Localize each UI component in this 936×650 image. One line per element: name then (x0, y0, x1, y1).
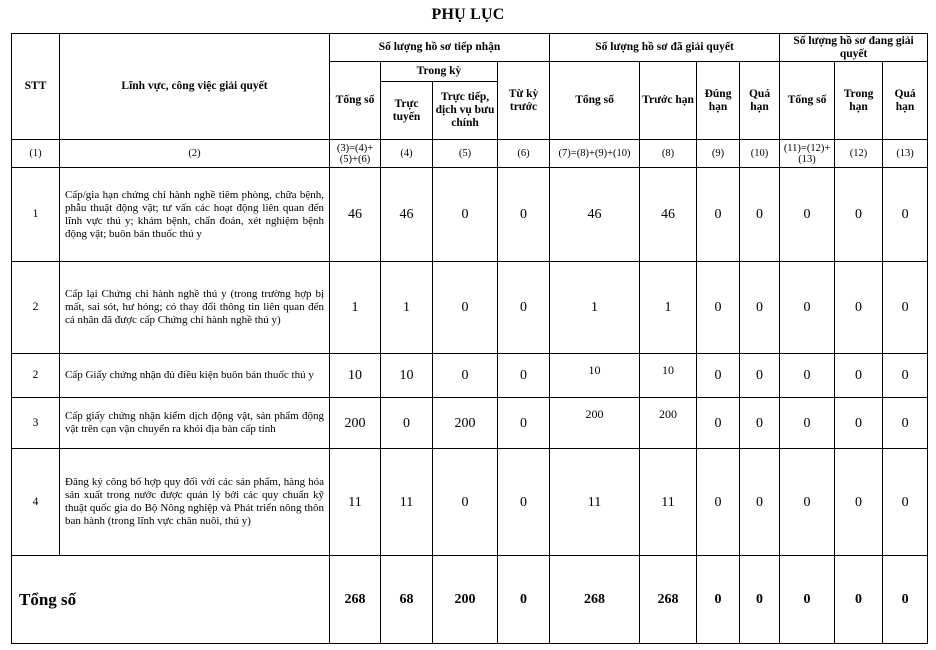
column-index-row (12, 140, 928, 168)
value-cell: 11 (550, 449, 640, 556)
row-description: Cấp lại Chứng chỉ hành nghề thú y (trong trường hợp bị mất, sai sót, hư hỏng; có thay đổi thông tin liên quan đến cá nhân đã được cấp Chứng chỉ hành nghề thú y) (60, 262, 330, 354)
value-cell: 10 (330, 354, 381, 398)
index-cell: (2) (60, 140, 330, 168)
table-row (12, 398, 928, 449)
value-cell: 46 (550, 168, 640, 262)
value-cell: 0 (740, 398, 780, 449)
value-cell: 0 (740, 262, 780, 354)
header-received-group: Số lượng hồ sơ tiếp nhận (330, 34, 550, 62)
index-cell: (8) (640, 140, 697, 168)
row-stt: 3 (12, 398, 60, 449)
index-cell: (1) (12, 140, 60, 168)
value-cell: 0 (780, 398, 835, 449)
row-description: Cấp giấy chứng nhận kiểm dịch động vật, sản phẩm động vật trên cạn vận chuyển ra khỏi địa bàn cấp tỉnh (60, 398, 330, 449)
value-cell: 1 (330, 262, 381, 354)
header-online: Trực tuyến (381, 82, 433, 140)
value-cell: 0 (780, 168, 835, 262)
value-cell: 0 (433, 168, 498, 262)
total-value-cell: 68 (381, 556, 433, 644)
row-stt: 2 (12, 354, 60, 398)
value-cell: 0 (697, 354, 740, 398)
index-cell: (13) (883, 140, 928, 168)
value-cell: 0 (740, 168, 780, 262)
value-cell: 0 (835, 398, 883, 449)
appendix-table (11, 33, 928, 644)
value-cell: 0 (498, 262, 550, 354)
index-cell: (7)=(8)+(9)+(10) (550, 140, 640, 168)
value-cell: 46 (330, 168, 381, 262)
value-cell: 0 (835, 262, 883, 354)
index-cell: (4) (381, 140, 433, 168)
value-cell: 0 (835, 354, 883, 398)
index-cell: (3)=(4)+(5)+(6) (330, 140, 381, 168)
table-row (12, 168, 928, 262)
value-cell: 0 (433, 449, 498, 556)
value-cell: 46 (381, 168, 433, 262)
total-value-cell: 0 (780, 556, 835, 644)
total-label: Tổng số (12, 556, 330, 644)
value-cell: 0 (883, 262, 928, 354)
value-cell: 200 (550, 398, 640, 449)
value-cell: 0 (697, 168, 740, 262)
value-cell: 11 (381, 449, 433, 556)
row-description: Đăng ký công bố hợp quy đối với các sản phẩm, hàng hóa sản xuất trong nước được quản lý bởi các quy chuẩn kỹ thuật quốc gia do Bộ Nông nghiệp và Phát triển nông thôn ban hành (trong lĩnh vực chăn nuôi, thú y) (60, 449, 330, 556)
header-in-period: Trong kỳ (381, 62, 498, 82)
header-before-deadline: Trước hạn (640, 62, 697, 140)
table-row (12, 354, 928, 398)
value-cell: 0 (498, 354, 550, 398)
value-cell: 200 (640, 398, 697, 449)
value-cell: 0 (883, 168, 928, 262)
document-title: PHỤ LỤC (431, 6, 505, 23)
total-value-cell: 0 (498, 556, 550, 644)
header-prev-period: Từ kỳ trước (498, 62, 550, 140)
value-cell: 0 (835, 168, 883, 262)
value-cell: 1 (381, 262, 433, 354)
row-stt: 1 (12, 168, 60, 262)
index-cell: (5) (433, 140, 498, 168)
value-cell: 0 (780, 354, 835, 398)
table-row (12, 449, 928, 556)
total-value-cell: 200 (433, 556, 498, 644)
total-value-cell: 0 (740, 556, 780, 644)
value-cell: 0 (740, 449, 780, 556)
value-cell: 0 (498, 398, 550, 449)
header-pending-total: Tổng số (780, 62, 835, 140)
value-cell: 1 (640, 262, 697, 354)
row-description: Cấp Giấy chứng nhận đủ điều kiện buôn bán thuốc thú y (60, 354, 330, 398)
value-cell: 0 (433, 262, 498, 354)
value-cell: 0 (498, 168, 550, 262)
header-overdue: Quá hạn (740, 62, 780, 140)
value-cell: 0 (433, 354, 498, 398)
index-cell: (6) (498, 140, 550, 168)
value-cell: 11 (330, 449, 381, 556)
header-pending-overdue: Quá hạn (883, 62, 928, 140)
value-cell: 0 (697, 262, 740, 354)
index-cell: (12) (835, 140, 883, 168)
value-cell: 0 (780, 449, 835, 556)
header-row-1 (12, 34, 928, 62)
total-value-cell: 268 (550, 556, 640, 644)
header-received-total: Tổng số (330, 62, 381, 140)
value-cell: 46 (640, 168, 697, 262)
value-cell: 0 (697, 449, 740, 556)
value-cell: 0 (883, 398, 928, 449)
value-cell: 1 (550, 262, 640, 354)
total-row (12, 556, 928, 644)
value-cell: 200 (433, 398, 498, 449)
total-value-cell: 0 (835, 556, 883, 644)
row-stt: 4 (12, 449, 60, 556)
header-on-time: Đúng hạn (697, 62, 740, 140)
index-cell: (9) (697, 140, 740, 168)
value-cell: 0 (740, 354, 780, 398)
value-cell: 10 (550, 354, 640, 398)
total-value-cell: 268 (640, 556, 697, 644)
total-value-cell: 268 (330, 556, 381, 644)
value-cell: 11 (640, 449, 697, 556)
total-value-cell: 0 (883, 556, 928, 644)
value-cell: 0 (498, 449, 550, 556)
header-stt: STT (12, 34, 60, 140)
header-direct: Trực tiếp, dịch vụ bưu chính (433, 82, 498, 140)
value-cell: 200 (330, 398, 381, 449)
value-cell: 0 (381, 398, 433, 449)
header-pending-group: Số lượng hồ sơ đang giải quyết (780, 34, 928, 62)
value-cell: 10 (640, 354, 697, 398)
index-cell: (11)=(12)+(13) (780, 140, 835, 168)
value-cell: 0 (697, 398, 740, 449)
header-resolved-group: Số lượng hồ sơ đã giải quyết (550, 34, 780, 62)
index-cell: (10) (740, 140, 780, 168)
value-cell: 10 (381, 354, 433, 398)
row-stt: 2 (12, 262, 60, 354)
header-pending-in-term: Trong hạn (835, 62, 883, 140)
value-cell: 0 (835, 449, 883, 556)
row-description: Cấp/gia hạn chứng chỉ hành nghề tiêm phòng, chữa bệnh, phẫu thuật động vật; tư vấn các hoạt động liên quan đến lĩnh vực thú y; khám bệnh, chẩn đoán, xét nghiệm bệnh động vật; buôn bán thuốc thú y (60, 168, 330, 262)
value-cell: 0 (883, 449, 928, 556)
header-resolved-total: Tổng số (550, 62, 640, 140)
table-row (12, 262, 928, 354)
header-field: Lĩnh vực, công việc giải quyết (60, 34, 330, 140)
value-cell: 0 (780, 262, 835, 354)
total-value-cell: 0 (697, 556, 740, 644)
value-cell: 0 (883, 354, 928, 398)
